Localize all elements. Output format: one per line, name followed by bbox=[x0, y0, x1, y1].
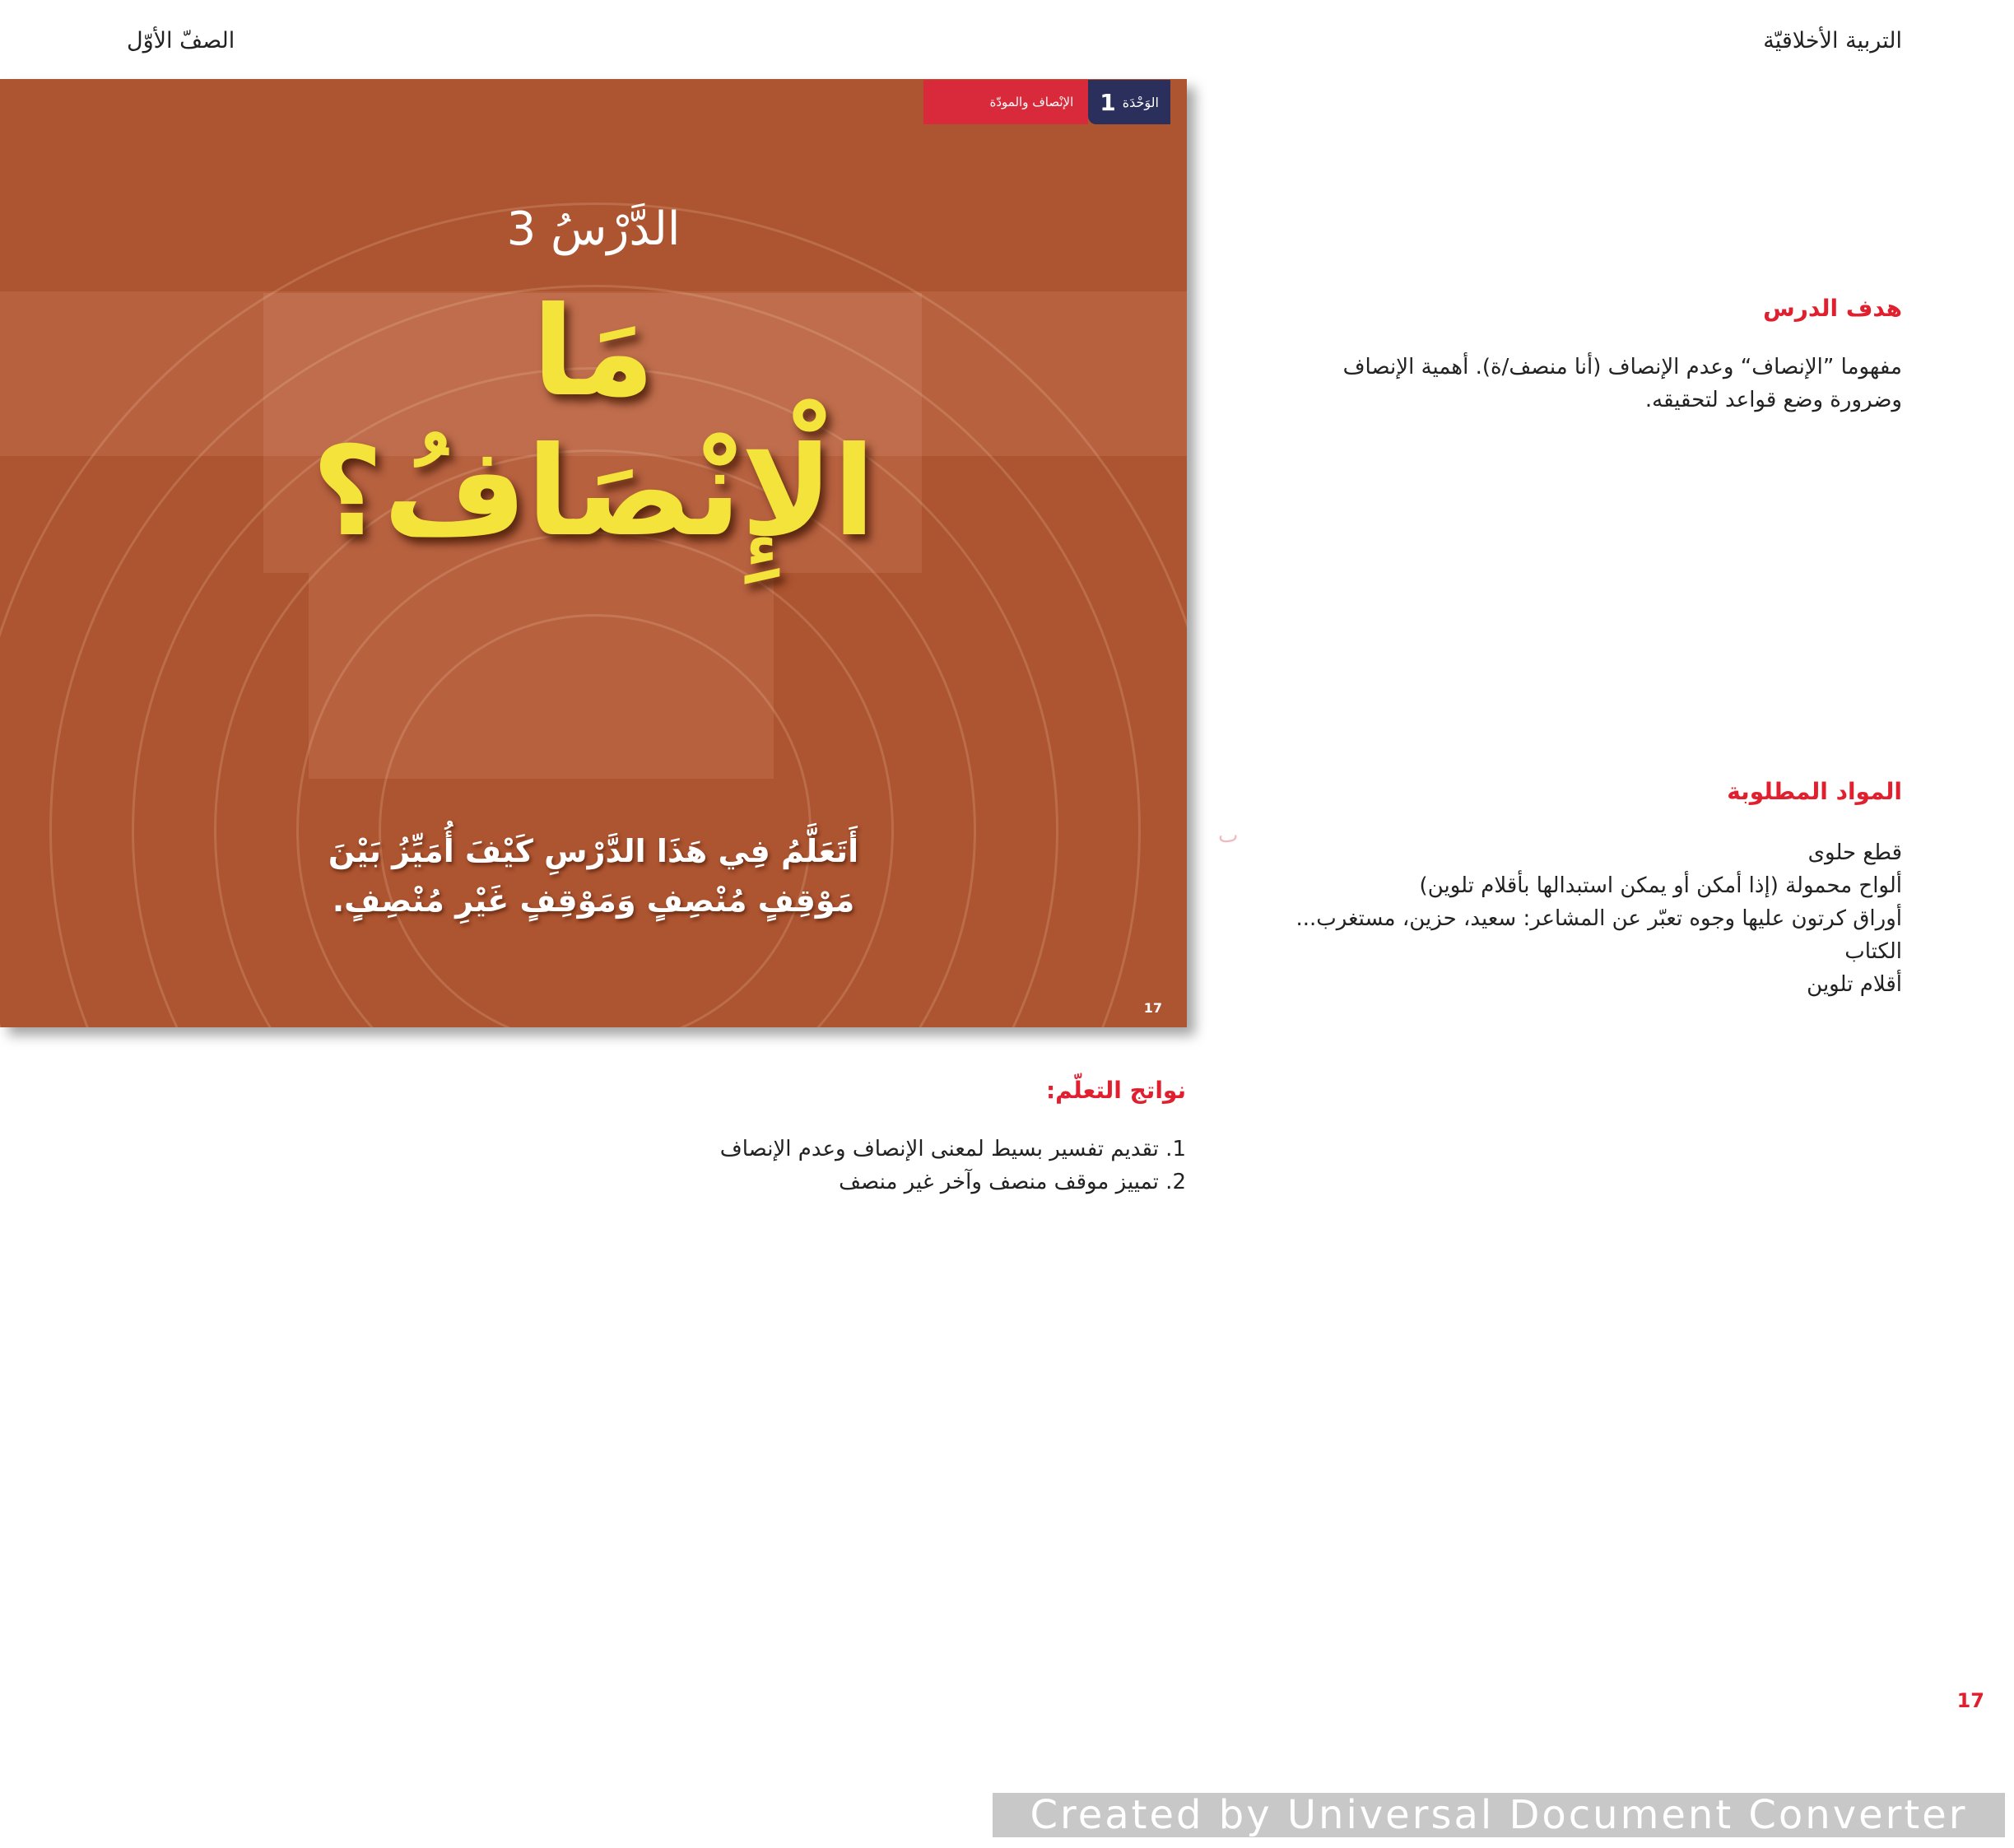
unit-ribbon bbox=[923, 79, 1170, 125]
list-item: 2. تمييز موقف منصف وآخر غير منصف bbox=[839, 1170, 1186, 1194]
unit-badge bbox=[1088, 80, 1170, 124]
cover-title-line1: مَا bbox=[532, 281, 655, 424]
cover-title-line2: الْإِنْصَافُ؟ bbox=[311, 421, 876, 564]
converter-watermark: Created by Universal Document Converter bbox=[993, 1793, 2005, 1837]
list-item: أقلام تلوين bbox=[1807, 972, 1902, 997]
unit-theme: الإنْصاف والمودّة bbox=[923, 80, 1088, 124]
list-item: 1. تقديم تفسير بسيط لمعنى الإنصاف وعدم الإنصاف bbox=[719, 1137, 1186, 1161]
lesson-cover-image bbox=[0, 79, 1187, 1027]
header-subject: التربية الأخلاقيّة bbox=[1763, 28, 1902, 54]
unit-label: الوَحْدَة bbox=[1122, 94, 1159, 110]
decorative-mark: ٮ bbox=[1218, 823, 1239, 848]
materials-title: المواد المطلوبة bbox=[1727, 778, 1902, 805]
cover-objective-line2: مَوْقِفٍ مُنْصِفٍ وَمَوْقِفٍ غَيْرِ مُنْصِفٍ. bbox=[332, 882, 855, 919]
outcomes-list bbox=[720, 1133, 1186, 1199]
page-number: 17 bbox=[1956, 1689, 1984, 1712]
unit-number: 1 bbox=[1100, 88, 1116, 116]
list-item: قطع حلوى bbox=[1807, 840, 1902, 865]
list-item: أوراق كرتون عليها وجوه تعبّر عن المشاعر: سعيد، حزين، مستغرب... bbox=[1295, 906, 1902, 931]
list-item: الكتاب bbox=[1844, 939, 1902, 964]
lesson-label: الدَّرْسُ 3 bbox=[506, 202, 681, 256]
materials-list bbox=[1293, 836, 1902, 1001]
cover-objective-line1: أَتَعَلَّمُ فِي هَذَا الدَّرْسِ كَيْفَ أُمَيِّزُ بَيْنَ bbox=[328, 833, 859, 869]
lesson-goal-text: مفهوما ”الإنصاف“ وعدم الإنصاف (أنا منصف/ة). أهمية الإنصاف وضرورة وضع قواعد لتحقيقه. bbox=[1342, 355, 1902, 412]
header-grade: الصفّ الأوّل bbox=[127, 28, 235, 54]
lesson-goal-title: هدف الدرس bbox=[1763, 295, 1902, 322]
cover-page-number: 17 bbox=[1143, 1000, 1162, 1016]
list-item: ألواح محمولة (إذا أمكن أو يمكن استبدالها بأقلام تلوين) bbox=[1419, 873, 1902, 898]
outcomes-title: نواتج التعلّم: bbox=[1045, 1077, 1186, 1104]
